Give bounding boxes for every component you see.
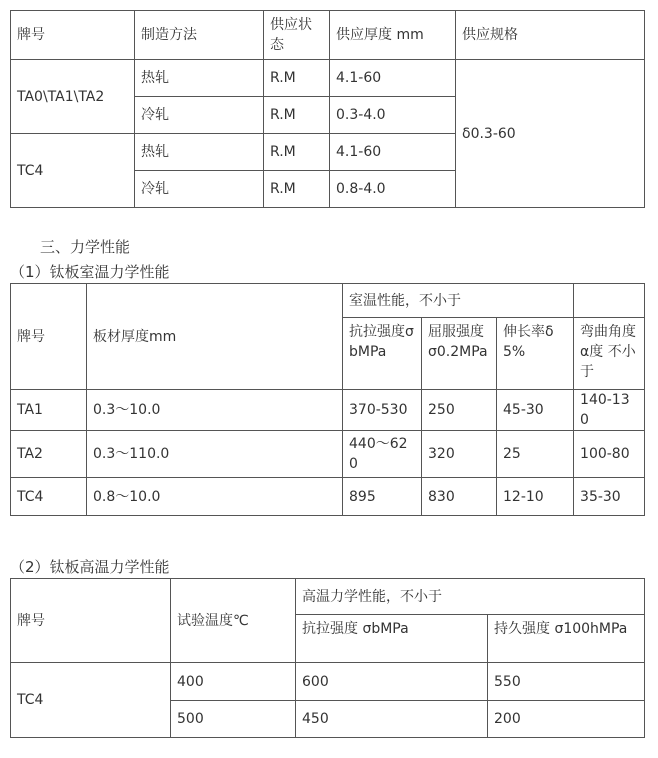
header-grade: 牌号	[11, 284, 87, 390]
state-cell: R.M	[264, 97, 330, 134]
thickness-cell: 0.3～110.0	[87, 431, 343, 478]
grade-cell: TA1	[11, 390, 87, 431]
temp-cell: 400	[171, 663, 296, 701]
grade-cell: TC4	[11, 478, 87, 516]
room-temp-mechanical-table	[10, 283, 645, 516]
thickness-cell: 4.1-60	[330, 134, 456, 171]
tensile-cell: 370-530	[343, 390, 422, 431]
tensile-cell: 440～620	[343, 431, 422, 478]
endurance-cell: 550	[488, 663, 645, 701]
grade-cell: TC4	[11, 663, 171, 738]
bend-angle-cell: 140-130	[574, 390, 645, 431]
section-title: 三、力学性能	[40, 238, 131, 256]
header-grade: 牌号	[11, 579, 171, 663]
header-grade: 牌号	[11, 11, 135, 60]
method-cell: 冷轧	[135, 97, 264, 134]
header-state: 供应状态	[264, 11, 330, 60]
grade-cell: TC4	[11, 134, 135, 208]
endurance-cell: 200	[488, 701, 645, 738]
elongation-cell: 25	[497, 431, 574, 478]
grade-cell: TA0\TA1\TA2	[11, 60, 135, 134]
high-temp-mechanical-table	[10, 578, 645, 738]
method-cell: 热轧	[135, 60, 264, 97]
method-cell: 冷轧	[135, 171, 264, 208]
header-tensile: 抗拉强度σbMPa	[343, 318, 422, 390]
thickness-cell: 4.1-60	[330, 60, 456, 97]
elongation-cell: 12-10	[497, 478, 574, 516]
tensile-cell: 895	[343, 478, 422, 516]
thickness-cell: 0.8～10.0	[87, 478, 343, 516]
header-room-temp-group: 室温性能，不小于	[343, 284, 574, 318]
thickness-cell: 0.3～10.0	[87, 390, 343, 431]
tensile-cell: 450	[296, 701, 488, 738]
supply-spec-table	[10, 10, 645, 208]
thickness-cell: 0.3-4.0	[330, 97, 456, 134]
state-cell: R.M	[264, 171, 330, 208]
header-thickness: 供应厚度 mm	[330, 11, 456, 60]
thickness-cell: 0.8-4.0	[330, 171, 456, 208]
yield-cell: 320	[422, 431, 497, 478]
header-test-temp: 试验温度℃	[171, 579, 296, 663]
method-cell: 热轧	[135, 134, 264, 171]
subsection-title-room-temp: （1）钛板室温力学性能	[10, 263, 170, 281]
spec-cell: δ0.3-60	[456, 60, 645, 208]
subsection-title-high-temp: （2）钛板高温力学性能	[10, 558, 170, 576]
grade-cell: TA2	[11, 431, 87, 478]
yield-cell: 830	[422, 478, 497, 516]
header-endurance: 持久强度 σ100hMPa	[488, 615, 645, 663]
header-spec: 供应规格	[456, 11, 645, 60]
header-high-temp-group: 高温力学性能，不小于	[296, 579, 645, 615]
bend-angle-cell: 100-80	[574, 431, 645, 478]
header-thickness: 板材厚度mm	[87, 284, 343, 390]
elongation-cell: 45-30	[497, 390, 574, 431]
header-tensile: 抗拉强度 σbMPa	[296, 615, 488, 663]
state-cell: R.M	[264, 60, 330, 97]
bend-angle-cell: 35-30	[574, 478, 645, 516]
tensile-cell: 600	[296, 663, 488, 701]
header-yield: 屈服强度σ0.2MPa	[422, 318, 497, 390]
yield-cell: 250	[422, 390, 497, 431]
temp-cell: 500	[171, 701, 296, 738]
state-cell: R.M	[264, 134, 330, 171]
header-method: 制造方法	[135, 11, 264, 60]
header-bend-angle: 弯曲角度α度 不小于	[574, 318, 645, 390]
header-elongation: 伸长率δ5%	[497, 318, 574, 390]
